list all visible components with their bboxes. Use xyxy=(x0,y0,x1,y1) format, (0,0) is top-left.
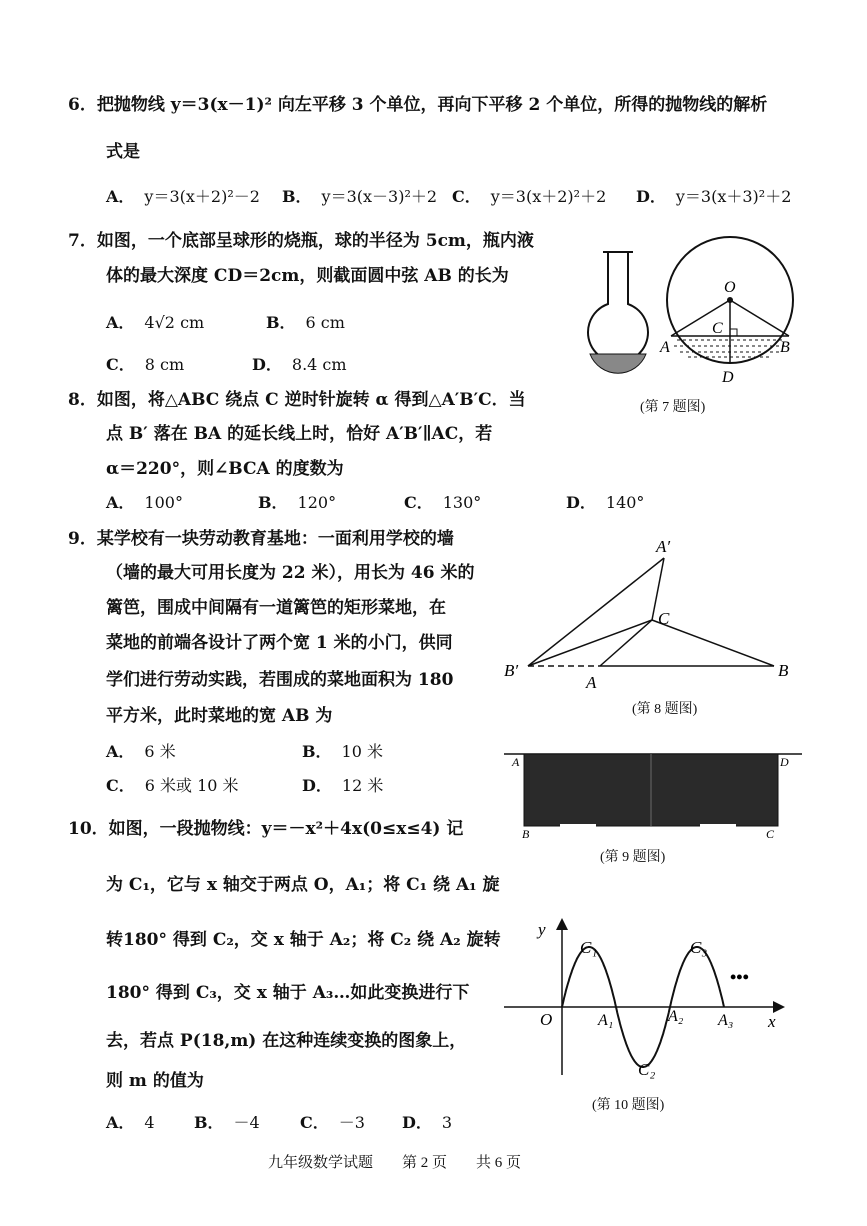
q7-label-o: O xyxy=(724,279,736,296)
q8-label-b: B xyxy=(778,661,789,680)
q10-option-b[interactable]: B． －4 xyxy=(194,1113,260,1132)
q7-option-a[interactable]: A． 4√2 cm xyxy=(106,313,205,332)
q8-option-b[interactable]: B． 120° xyxy=(258,493,337,512)
q8-figure-caption: (第 8 题图) xyxy=(632,702,698,717)
q9-stem-line6: 平方米，此时菜地的宽 AB 为 xyxy=(106,706,333,726)
q10-label-c3: C₃ xyxy=(690,938,708,957)
q8-option-a[interactable]: A． 100° xyxy=(106,493,183,512)
q9-option-a[interactable]: A． 6 米 xyxy=(106,742,176,761)
q9-stem-line3: 篱笆，围成中间隔有一道篱笆的矩形菜地，在 xyxy=(106,598,446,618)
q10-option-a[interactable]: A． 4 xyxy=(106,1113,155,1132)
q7-figure-caption: (第 7 题图) xyxy=(640,400,706,415)
q8-stem-line2: 点 B′ 落在 BA 的延长线上时，恰好 A′B′∥AC，若 xyxy=(106,424,493,444)
q10-label-c1: C₁ xyxy=(580,938,598,957)
q7-flask-figure xyxy=(575,246,665,376)
q7-label-d: D xyxy=(722,369,734,386)
q9-stem-line4: 菜地的前端各设计了两个宽 1 米的小门，供同 xyxy=(106,633,453,653)
q8-stem-line3: α＝220°，则∠BCA 的度数为 xyxy=(106,459,344,479)
q8-label-b-prime: B′ xyxy=(504,661,519,680)
q7-stem-line2: 体的最大深度 CD＝2cm，则截面圆中弦 AB 的长为 xyxy=(106,266,509,286)
q10-label-o: O xyxy=(540,1010,553,1029)
q10-stem-line5: 去，若点 P(18,m) 在这种连续变换的图象上， xyxy=(106,1031,467,1051)
q8-label-c: C xyxy=(658,609,670,628)
q6-option-c[interactable]: C． y＝3(x＋2)²＋2 xyxy=(452,187,607,206)
q10-parabola-figure xyxy=(500,915,800,1085)
q8-option-d[interactable]: D． 140° xyxy=(566,493,645,512)
q9-option-c[interactable]: C． 6 米或 10 米 xyxy=(106,776,239,795)
footer-total: 共 6 页 xyxy=(476,1155,522,1171)
q7-option-c[interactable]: C． 8 cm xyxy=(106,355,185,374)
q6-option-b[interactable]: B． y＝3(x－3)²＋2 xyxy=(282,187,438,206)
q10-label-a1: A₁ xyxy=(598,1012,614,1029)
q6-stem-line1: 6．把抛物线 y＝3(x－1)² 向左平移 3 个单位，再向下平移 2 个单位，所得的抛物线的解析 xyxy=(68,95,768,115)
q7-circle-figure xyxy=(662,236,802,386)
q9-label-b: B xyxy=(522,827,530,841)
q6-option-d[interactable]: D． y＝3(x＋3)²＋2 xyxy=(636,187,792,206)
q7-label-c: C xyxy=(712,320,723,337)
q8-triangle-figure xyxy=(500,536,800,696)
q9-option-b[interactable]: B． 10 米 xyxy=(302,742,383,761)
q6-option-a[interactable]: A． y＝3(x＋2)²－2 xyxy=(106,187,260,206)
q8-stem-line1: 8．如图，将△ABC 绕点 C 逆时针旋转 α 得到△A′B′C．当 xyxy=(68,390,526,410)
q7-stem-line1: 7．如图，一个底部呈球形的烧瓶，球的半径为 5cm，瓶内液 xyxy=(68,231,534,251)
q10-label-a2: A₂ xyxy=(668,1008,684,1025)
q10-stem-line2: 为 C₁，它与 x 轴交于两点 O，A₁；将 C₁ 绕 A₁ 旋 xyxy=(106,875,500,895)
q9-figure-caption: (第 9 题图) xyxy=(600,850,666,865)
q10-label-a3: A₃ xyxy=(718,1012,734,1029)
q7-option-b[interactable]: B． 6 cm xyxy=(266,313,345,332)
q8-label-a: A xyxy=(586,673,597,692)
q10-stem-line3: 转180° 得到 C₂，交 x 轴于 A₂；将 C₂ 绕 A₂ 旋转 xyxy=(106,930,501,950)
q10-label-y: y xyxy=(538,920,546,939)
q9-stem-line2: （墙的最大可用长度为 22 米），用长为 46 米的 xyxy=(106,563,475,583)
q10-label-c2: C₂ xyxy=(638,1060,656,1079)
q9-stem-line5: 学们进行劳动实践，若围成的菜地面积为 180 xyxy=(106,670,454,690)
q10-stem-line4: 180° 得到 C₃，交 x 轴于 A₃…如此变换进行下 xyxy=(106,983,470,1003)
q9-label-a: A xyxy=(512,755,520,769)
q7-label-a: A xyxy=(660,339,670,356)
q10-figure-caption: (第 10 题图) xyxy=(592,1098,665,1113)
q10-option-d[interactable]: D． 3 xyxy=(402,1113,453,1132)
q10-stem-line6: 则 m 的值为 xyxy=(106,1071,204,1091)
q8-label-a-prime: A′ xyxy=(656,537,671,556)
q10-stem-line1: 10．如图，一段抛物线：y＝－x²＋4x(0≤x≤4) 记 xyxy=(68,819,464,839)
q9-option-d[interactable]: D． 12 米 xyxy=(302,776,384,795)
q10-option-c[interactable]: C． －3 xyxy=(300,1113,365,1132)
q6-stem-line2: 式是 xyxy=(106,142,140,162)
q9-stem-line1: 9．某学校有一块劳动教育基地：一面利用学校的墙 xyxy=(68,529,454,549)
q9-label-d: D xyxy=(780,755,789,769)
q9-label-c: C xyxy=(766,827,775,841)
q7-option-d[interactable]: D． 8.4 cm xyxy=(252,355,347,374)
q10-label-x: x xyxy=(768,1012,776,1031)
q10-ellipsis: ••• xyxy=(730,967,749,987)
q7-label-b: B xyxy=(780,339,790,356)
q8-option-c[interactable]: C． 130° xyxy=(404,493,482,512)
footer-subject: 九年级数学试题 xyxy=(268,1155,374,1171)
footer-page: 第 2 页 xyxy=(402,1155,448,1171)
q9-garden-figure xyxy=(500,744,810,844)
